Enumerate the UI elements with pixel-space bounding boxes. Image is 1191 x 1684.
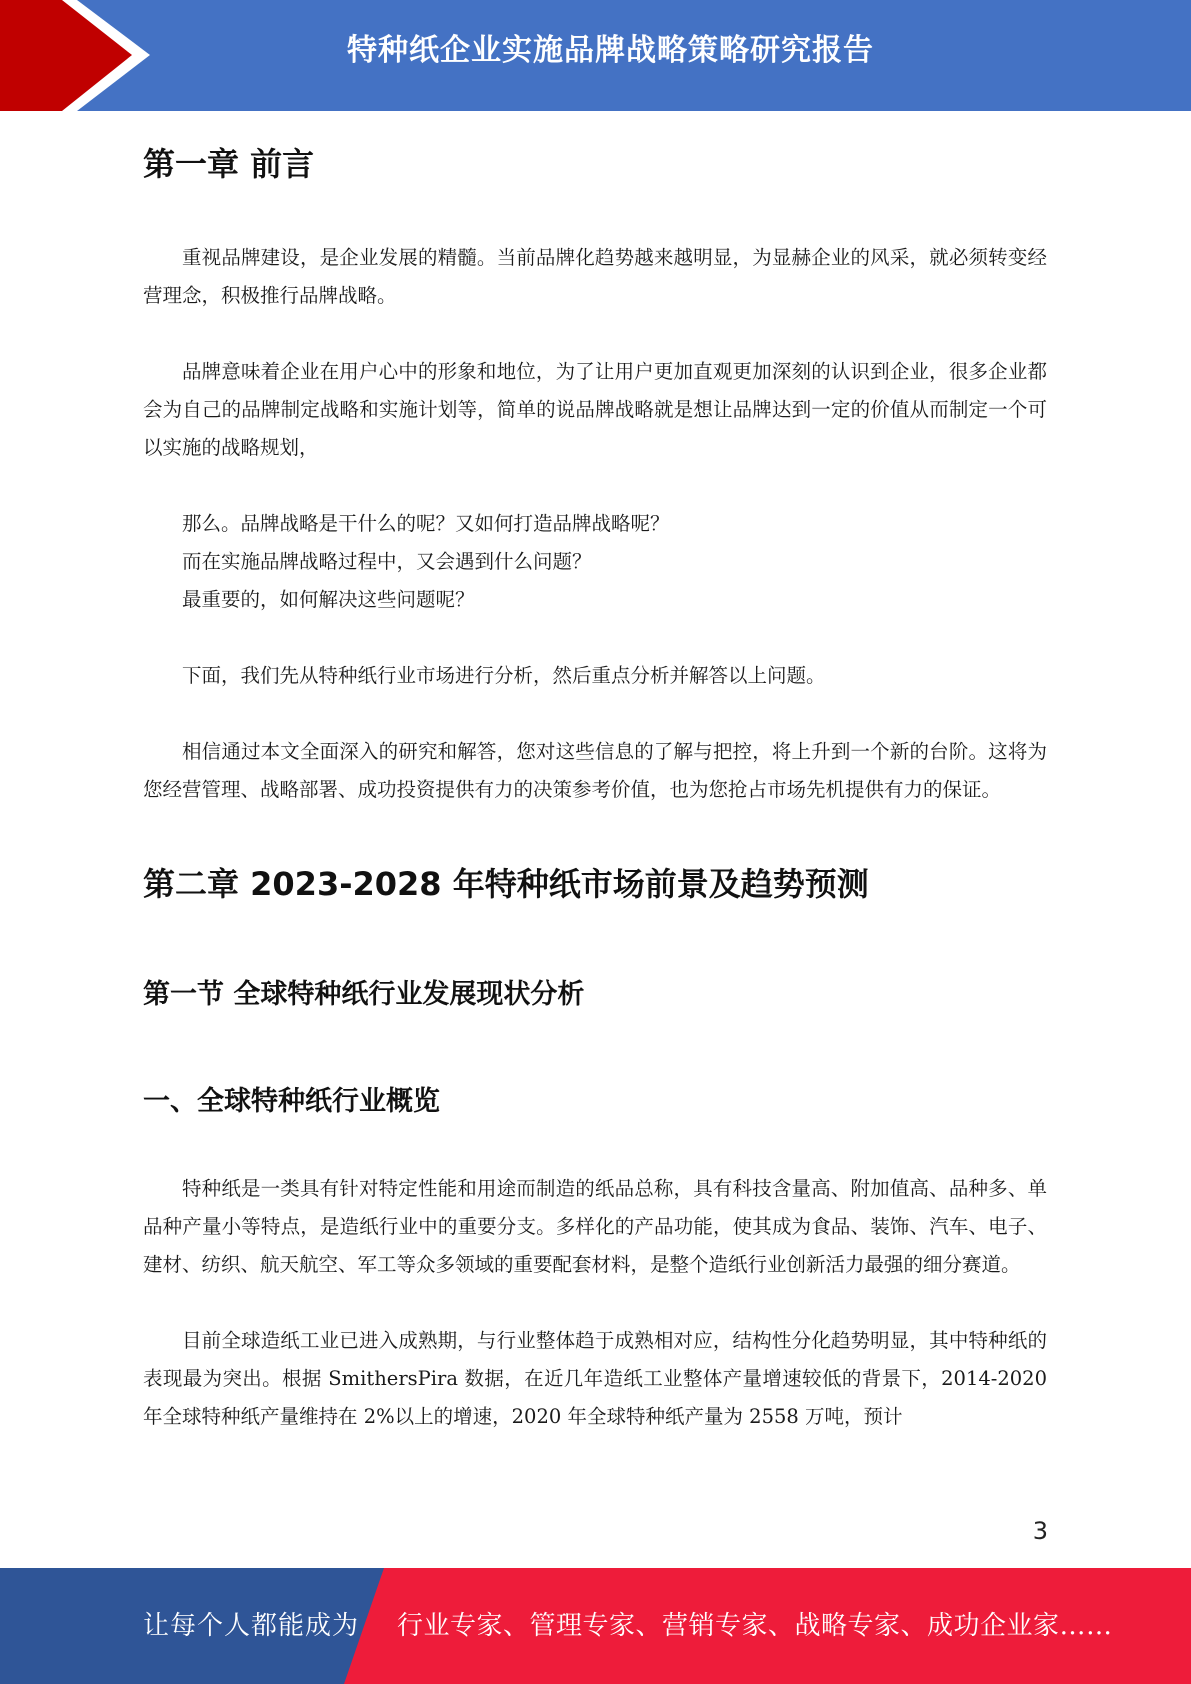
question-line: 最重要的，如何解决这些问题呢？ <box>182 588 475 611</box>
chapter-2-title: 第二章 2023-2028 年特种纸市场前景及趋势预测 <box>143 865 869 903</box>
footer-slogan-right: 行业专家、管理专家、营销专家、战略专家、成功企业家…… <box>397 1611 1113 1641</box>
paragraph: 品牌意味着企业在用户心中的形象和地位，为了让用户更加直观更加深刻的认识到企业，很多企业都会为自己的品牌制定战略和实施计划等，简单的说品牌战略就是想让品牌达到一定的价值从而制定一个可以实施的战略规划， <box>143 360 1047 459</box>
report-title: 特种纸企业实施品牌战略策略研究报告 <box>347 33 874 68</box>
question-line: 而在实施品牌战略过程中，又会遇到什么问题？ <box>182 550 592 573</box>
subsection-1-title: 一、全球特种纸行业概览 <box>143 1086 440 1117</box>
question-line: 那么。品牌战略是干什么的呢？又如何打造品牌战略呢？ <box>182 512 670 535</box>
paragraph: 相信通过本文全面深入的研究和解答，您对这些信息的了解与把控，将上升到一个新的台阶。这将为您经营管理、战略部署、成功投资提供有力的决策参考价值，也为您抢占市场先机提供有力的保证。 <box>143 740 1047 801</box>
paragraph: 下面，我们先从特种纸行业市场进行分析，然后重点分析并解答以上问题。 <box>182 664 826 687</box>
paragraph: 特种纸是一类具有针对特定性能和用途而制造的纸品总称，具有科技含量高、附加值高、品种多、单品种产量小等特点，是造纸行业中的重要分支。多样化的产品功能，使其成为食品、装饰、汽车、电子、建材、纺织、航天航空、军工等众多领域的重要配套材料，是整个造纸行业创新活力最强的细分赛道。 <box>143 1177 1047 1276</box>
page-number: 3 <box>1032 1517 1048 1545</box>
paragraph: 重视品牌建设，是企业发展的精髓。当前品牌化趋势越来越明显，为显赫企业的风采，就必须转变经营理念，积极推行品牌战略。 <box>143 246 1047 307</box>
footer-slogan-left: 让每个人都能成为 <box>143 1611 360 1641</box>
section-1-title: 第一节 全球特种纸行业发展现状分析 <box>143 979 585 1010</box>
header-banner <box>0 0 1191 111</box>
page-content <box>143 135 1047 1436</box>
chapter-1-title: 第一章 前言 <box>143 145 315 183</box>
paragraph: 目前全球造纸工业已进入成熟期，与行业整体趋于成熟相对应，结构性分化趋势明显，其中特种纸的表现最为突出。根据 SmithersPira 数据，在近几年造纸工业整体产量增速较低的背景下，2014-2020 年全球特种纸产量维持在 2%以上的增速，2020 年全球特种纸产量为 2558 万吨，预计 <box>143 1329 1047 1428</box>
footer-banner <box>0 1568 1191 1684</box>
header-arrow-decoration <box>0 0 160 111</box>
